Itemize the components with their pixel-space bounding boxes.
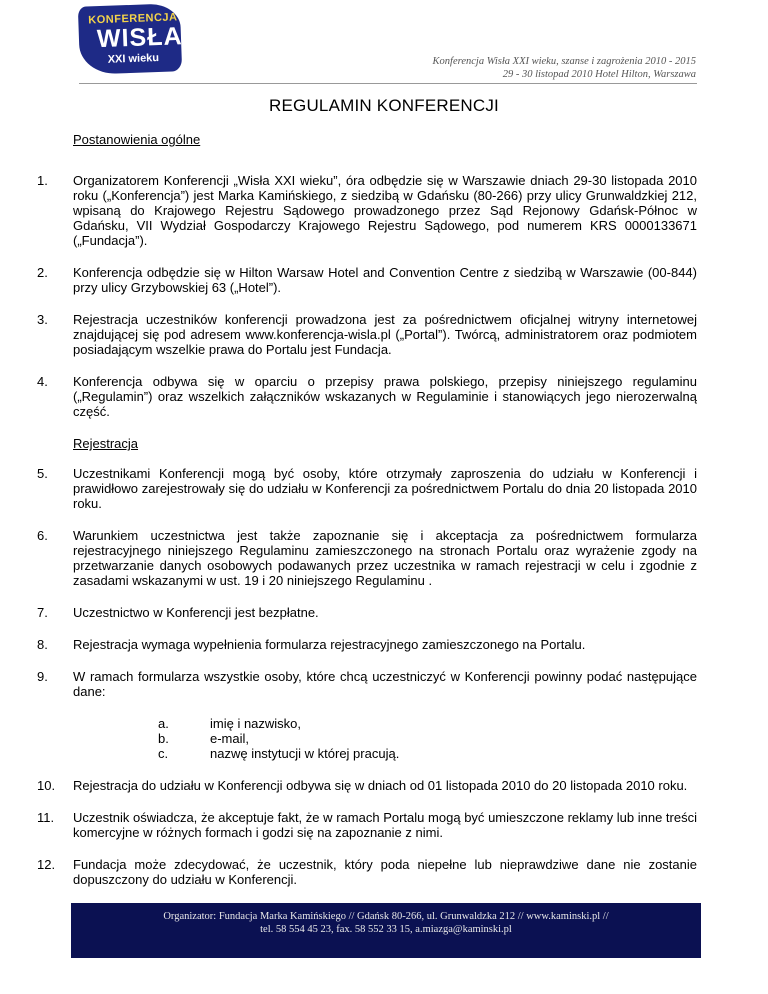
item-text: Uczestnictwo w Konferencji jest bezpłatne. [73, 605, 319, 620]
document-body [37, 132, 697, 887]
sub-item-letter: a. [158, 716, 169, 731]
item-text: Organizatorem Konferencji „Wisła XXI wieku”, óra odbędzie się w Warszawie dniach 29-30 listopada 2010 roku („Konferencja”) jest Marka Kamińskiego, z siedzibą w Gdańsku (80-266) przy ulicy Grunwaldzkiej 212, wpisaną do Krajowego Rejestru Sądowego prowadzonego przez Sąd Rejonowy Gdańsk-Północ w Gdańsku, VII Wydział Gospodarczy Krajowego Rejestru Sądowego, pod numerem KRS 0000133671 („Fundacja”). [73, 173, 697, 248]
footer-line1: Organizator: Fundacja Marka Kamińskiego // Gdańsk 80-266, ul. Grunwaldzka 212 // www.kaminski.pl // [163, 911, 609, 922]
item-number: 10. [37, 778, 56, 793]
item-text: Uczestnikami Konferencji mogą być osoby, które otrzymały zaproszenia do udziału w Konferencji i prawidłowo zarejestrowały się do udziału w Konferencji za pośrednictwem Portalu do dnia 20 listopada 2010 roku. [73, 466, 697, 511]
item-number: 7. [37, 605, 48, 620]
header-line2: 29 - 30 listopad 2010 Hotel Hilton, Warszawa [502, 69, 696, 80]
conference-logo [78, 3, 182, 75]
item-number: 1. [37, 173, 48, 188]
item-text: Uczestnik oświadcza, że akceptuje fakt, że w ramach Portalu mogą być umieszczone reklamy lub inne treści komercyjne w różnych formach i godzi się na zapoznanie z nimi. [73, 810, 697, 840]
section-heading-registration: Rejestracja [73, 436, 139, 451]
footer-line2: tel. 58 554 45 23, fax. 58 552 33 15, a.miazga@kaminski.pl [260, 924, 512, 935]
sub-item-text: imię i nazwisko, [210, 716, 302, 731]
page-footer [71, 903, 701, 958]
list-item [37, 312, 697, 357]
item-text: Warunkiem uczestnictwa jest także zapoznanie się i akceptacja za pośrednictwem formularza rejestracyjnego niniejszego Regulaminu zamieszczonego na stronach Portalu oraz wyrażenie zgody na przetwarzanie danych osobowych podawanych przez uczestnika w ramach rejestracji w celu i zgodnie z zasadami wskazanymi w ust. 19 i 20 niniejszego Regulaminu . [73, 528, 697, 588]
item-number: 6. [37, 528, 48, 543]
sub-item-letter: c. [158, 746, 169, 761]
item-number: 8. [37, 637, 48, 652]
list-item [37, 605, 697, 620]
logo-line3: XXI wieku [107, 52, 160, 66]
sub-list-item [37, 716, 697, 731]
list-item [37, 528, 697, 588]
sub-item-letter: b. [158, 731, 169, 746]
item-number: 4. [37, 374, 48, 389]
list-item [37, 637, 697, 652]
sub-list-item [37, 746, 697, 761]
section-heading-general: Postanowienia ogólne [73, 132, 201, 147]
item-text: Fundacja może zdecydować, że uczestnik, który poda niepełne lub nieprawdziwe dane nie zostanie dopuszczony do udziału w Konferencji. [73, 857, 697, 887]
list-item [37, 466, 697, 511]
sub-item-text: nazwę instytucji w której pracują. [210, 746, 400, 761]
list-item [37, 778, 697, 793]
item-number: 3. [37, 312, 48, 327]
list-item [37, 810, 697, 840]
item-text: Konferencja odbywa się w oparciu o przepisy prawa polskiego, przepisy niniejszego regulaminu („Regulamin”) oraz wszelkich załączników wskazanych w Regulaminie i stanowiących jego nierozerwalną część. [73, 374, 697, 419]
sub-item-text: e-mail, [210, 731, 250, 746]
item-text: Rejestracja uczestników konferencji prowadzona jest za pośrednictwem oficjalnej witryny internetowej znajdującej się pod adresem www.konferencja-wisla.pl („Portal”). Twórcą, administratorem oraz podmiotem posiadającym wszelkie prawa do Portalu jest Fundacja. [73, 312, 697, 357]
item-text: Konferencja odbędzie się w Hilton Warsaw Hotel and Convention Centre z siedzibą w Warszawie (00-844) przy ulicy Grzybowskiej 63 („Hotel”). [73, 265, 697, 295]
list-item [37, 669, 697, 699]
header-line1: Konferencja Wisła XXI wieku, szanse i zagrożenia 2010 - 2015 [432, 56, 696, 67]
item-number: 12. [37, 857, 56, 872]
header-info [433, 55, 696, 81]
list-item [37, 857, 697, 887]
item-number: 5. [37, 466, 48, 481]
item-number: 11. [37, 810, 55, 825]
logo-line2: WISŁA [96, 22, 183, 54]
item-text: W ramach formularza wszystkie osoby, które chcą uczestniczyć w Konferencji powinny podać następujące dane: [73, 669, 697, 699]
document-title: REGULAMIN KONFERENCJI [269, 96, 499, 115]
sub-list-item [37, 731, 697, 746]
item-number: 2. [37, 265, 48, 280]
item-number: 9. [37, 669, 48, 684]
item-text: Rejestracja wymaga wypełnienia formularza rejestracyjnego zamieszczonego na Portalu. [73, 637, 586, 652]
list-item [37, 265, 697, 295]
item-text: Rejestracja do udziału w Konferencji odbywa się w dniach od 01 listopada 2010 do 20 listopada 2010 roku. [73, 778, 688, 793]
sub-list [37, 716, 697, 761]
list-item [37, 173, 697, 248]
logo-line1: KONFERENCJA [88, 11, 178, 27]
header-divider [79, 83, 697, 84]
list-item [37, 374, 697, 419]
